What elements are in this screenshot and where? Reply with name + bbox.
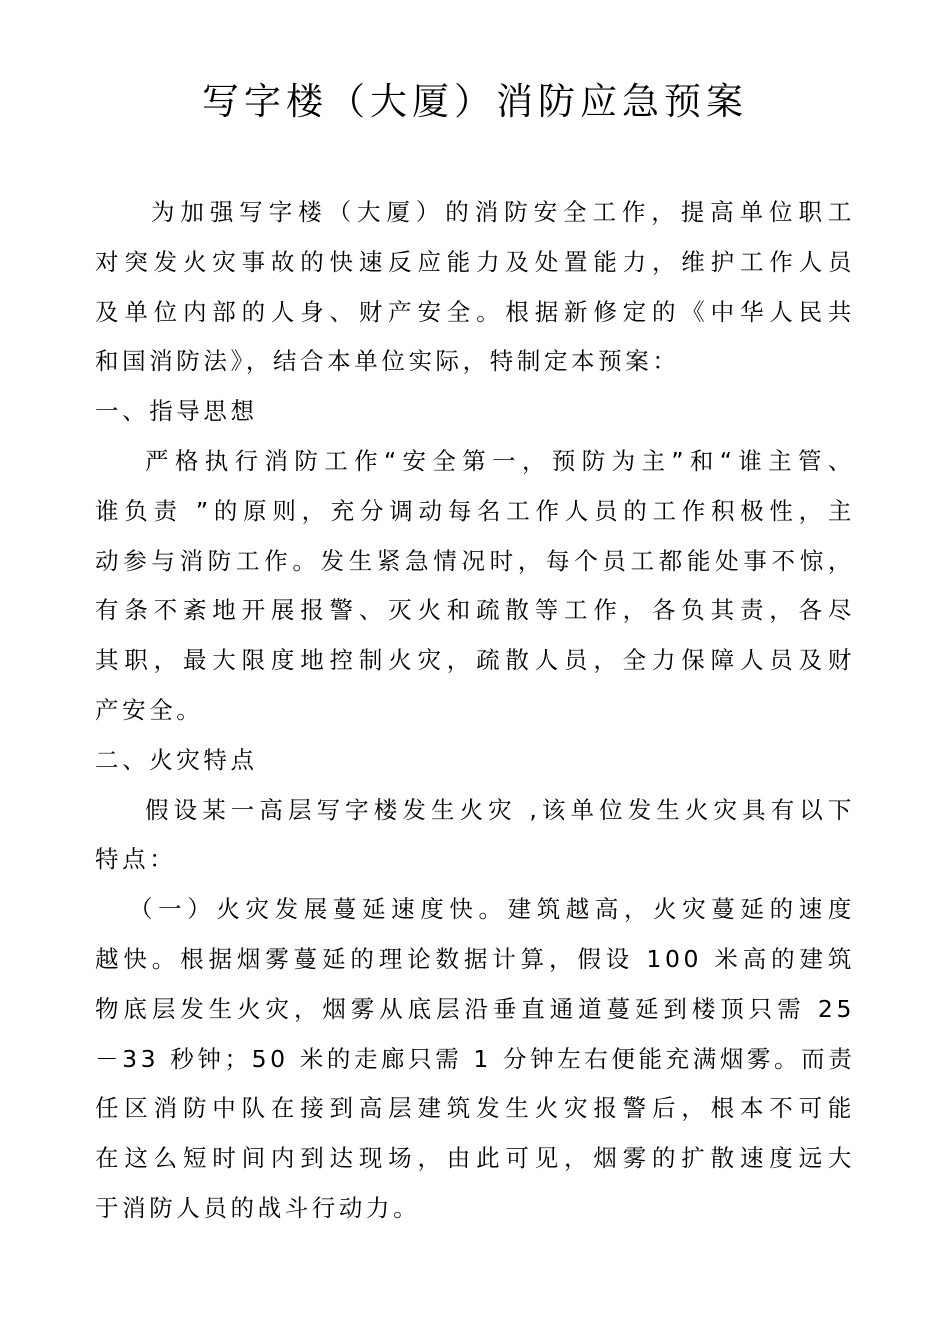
text-line: 特点： [95,845,177,874]
text-line: 谁负责 ”的原则，充分调动每名工作人员的工作积极性，主 [95,496,855,525]
text-line: 产安全。 [95,695,204,724]
text-line: 和国消防法》，结合本单位实际，特制定本预案： [95,347,680,376]
text-line: 为加强写字楼（大厦）的消防安全工作，提高单位职工 [151,198,855,226]
text-line: －33 秒钟；50 米的走廊只需 1 分钟左右便能充满烟雾。而责 [95,1044,855,1073]
text-line: 对突发火灾事故的快速反应能力及处置能力，维护工作人员 [95,247,855,276]
text-line: 越快。根据烟雾蔓延的理论数据计算，假设 100 米高的建筑 [95,944,855,973]
text-line: 任区消防中队在接到高层建筑发生火灾报警后，根本不可能 [95,1094,855,1123]
text-line: 在这么短时间内到达现场，由此可见，烟雾的扩散速度远大 [95,1144,855,1173]
text-line: 有条不紊地开展报警、灭火和疏散等工作，各负其责，各尽 [95,596,855,625]
text-line: （一）火灾发展蔓延速度快。建筑越高，火灾蔓延的速度 [129,895,855,924]
text-line: 动参与消防工作。发生紧急情况时，每个员工都能处事不惊， [95,546,855,575]
document-title: 写字楼（大厦）消防应急预案 [202,80,748,123]
text-line: 其职，最大限度地控制火灾，疏散人员，全力保障人员及财 [95,646,855,675]
text-line: 于消防人员的战斗行动力。 [95,1193,421,1222]
text-line: 严格执行消防工作“安全第一，预防为主”和“谁主管、 [145,446,855,475]
document-body [95,188,855,1234]
text-line: 物底层发生火灾，烟雾从底层沿垂直通道蔓延到楼顶只需 25 [95,994,855,1023]
text-line: 及单位内部的人身、财产安全。根据新修定的《中华人民共 [95,297,855,326]
section-heading: 二、火灾特点 [95,745,258,774]
text-line: 假设某一高层写字楼发生火灾 ,该单位发生火灾具有以下 [145,795,855,824]
section-heading: 一、指导思想 [95,397,258,426]
